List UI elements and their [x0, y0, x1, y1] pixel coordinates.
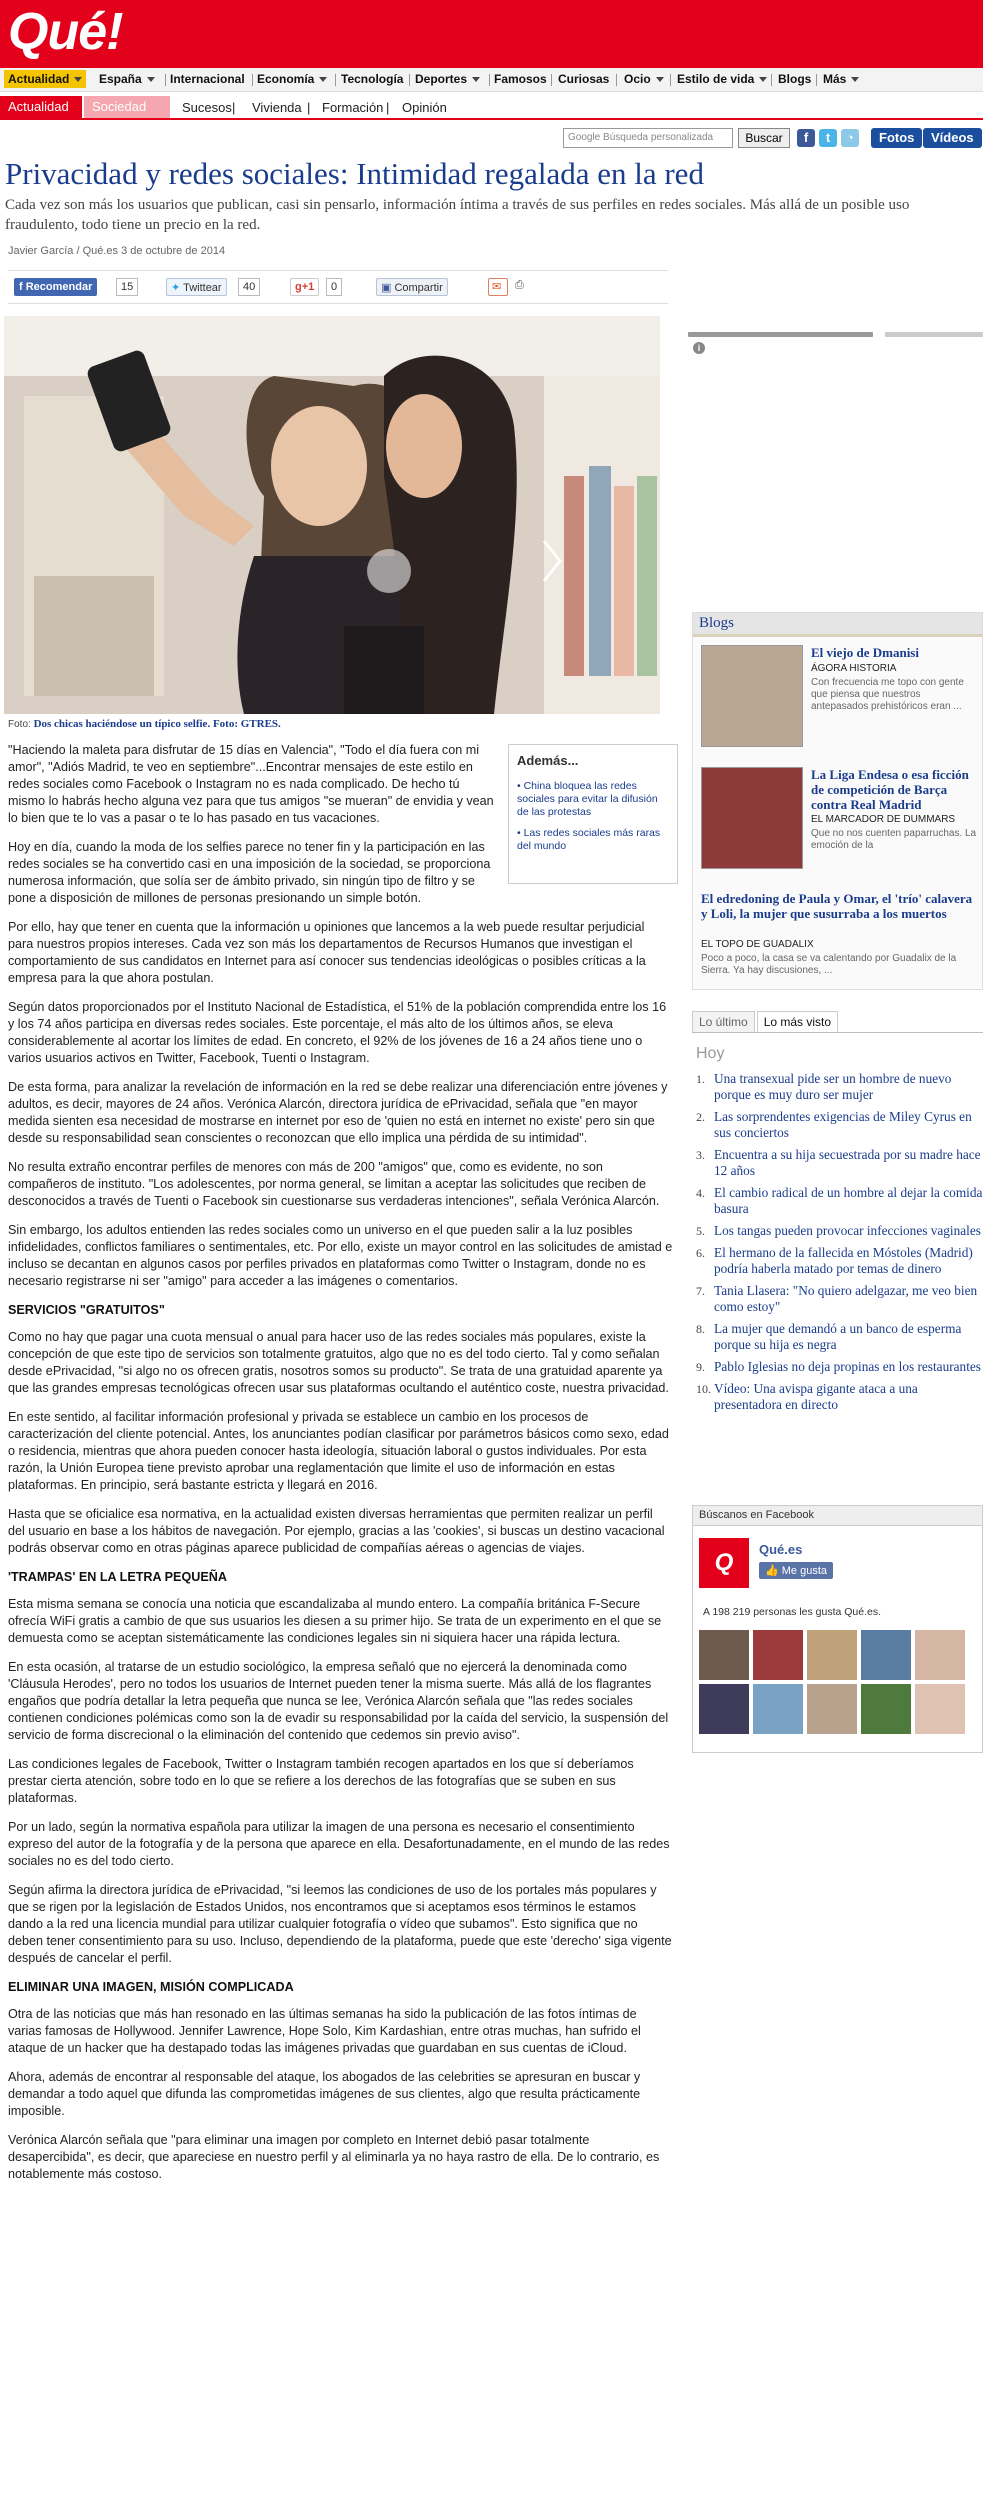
related-link[interactable]: • China bloquea las redes sociales para evitar la difusión de las protestas — [517, 780, 658, 818]
share-icon: ▣ — [381, 282, 395, 294]
que-page-logo[interactable]: Q — [699, 1538, 749, 1588]
rss-icon[interactable]: ◔ — [841, 129, 859, 147]
most-read-item[interactable]: 9. Pablo Iglesias no deja propinas en los restaurantes — [696, 1359, 981, 1374]
nav-internacional[interactable]: Internacional — [170, 72, 245, 86]
blog-desc: Con frecuencia me topo con gente que piensa que nuestros antepasados prehistóricos eran ... — [811, 677, 964, 712]
facebook-like-count: A 198 219 personas les gusta Qué.es. — [703, 1606, 882, 1618]
subnav-divider: | — [232, 100, 236, 115]
site-header — [0, 0, 983, 68]
recommend-count: 15 — [116, 278, 138, 296]
facebook-widget — [692, 1505, 983, 1753]
photo-caption — [8, 718, 281, 730]
nav-economia[interactable]: Economía — [257, 72, 327, 86]
blog-thumbnail — [701, 645, 803, 747]
subnav-opinion[interactable]: Opinión — [402, 100, 447, 115]
facebook-widget-title: Búscanos en Facebook — [693, 1506, 982, 1526]
most-read-item[interactable]: 7. Tania Llasera: "No quiero adelgazar, me veo bien como estoy" — [696, 1283, 978, 1314]
chevron-down-icon — [319, 77, 327, 82]
fan-avatar[interactable] — [915, 1630, 965, 1680]
article-photo — [4, 316, 660, 714]
paragraph: Sin embargo, los adultos entienden las redes sociales como un universo en el que pueden salir a la luz posibles infidelidades, conflictos familiares o sentimentales, etc. Por ello, existe un mayor control en las solicitudes de amistad e incluso se decantan en algunos casos por perfiles privados en plataformas como Twitter o Instagram, donde no es necesario registrarse ni ser "amigo" para acceder a las imágenes o comentarios. — [8, 1223, 673, 1288]
blog-thumbnail — [701, 767, 803, 869]
nav-estilo-de-vida[interactable]: Estilo de vida — [677, 72, 767, 86]
nav-mas[interactable]: Más — [823, 72, 859, 86]
nav-tecnologia[interactable]: Tecnología — [341, 72, 404, 86]
blog-title[interactable]: La Liga Endesa o esa ficción de competición de Barça contra Real Madrid — [811, 767, 969, 812]
tweet-count: 40 — [238, 278, 260, 296]
paragraph: Según afirma la directora jurídica de ePrivacidad, "si leemos las condiciones de uso de los portales más populares y que se rigen por la legislación de Estados Unidos, nos encontramos que si aceptamos esos términos le estamos dando a la red una licencia mundial para utilizar cualquier fotografía o vídeo que subamos". Esto significa que no deben tener consentimiento para su uso. Incluso, dependiendo de la plataforma, puede que este 'derecho' siga vigente después de cancelar el perfil. — [8, 1883, 672, 1965]
paragraph: En este sentido, al facilitar información profesional y privada se establece un cambio en los procesos de caracterización del cliente potencial. Antes, los anunciantes podían clasificar por parámetros básicos como sexo, edad o residencia, mientras que ahora pueden conocer hasta ideología, situación laboral o gustos individuales. Por esta razón, la Unión Europea tiene previsto aprobar una reglamentación que limite el uso de información en estas plataformas. En principio, será bastante estricta y llegará en 2016. — [8, 1410, 669, 1492]
facebook-page-name[interactable]: Qué.es — [759, 1542, 803, 1557]
related-title: Además... — [517, 753, 579, 768]
main-nav — [0, 68, 983, 92]
paragraph: "Haciendo la maleta para disfrutar de 15 días en Valencia", "Todo el día fuera con mi amor", "Adiós Madrid, te veo en septiembre"...Encontrar mensajes de este estilo en redes sociales como Facebook o Instagram no es nada complicado. De hecho tú mismo lo habrás hecho alguna vez para que tus amigos "se mueran" de envidia y vean lo bien que te lo vas a pasar o te lo has pasado en tus vacaciones. — [8, 743, 494, 825]
most-read-item[interactable]: 2. Las sorprendentes exigencias de Miley Cyrus en sus conciertos — [696, 1109, 972, 1140]
fan-avatar[interactable] — [699, 1684, 749, 1734]
article-byline: Javier García / Qué.es 3 de octubre de 2014 — [8, 245, 226, 257]
article-title: Privacidad y redes sociales: Intimidad regalada en la red — [5, 156, 704, 191]
blogs-title: Blogs — [693, 613, 982, 637]
chevron-down-icon — [759, 77, 767, 82]
section-heading: SERVICIOS "GRATUITOS" — [8, 1303, 165, 1317]
most-read-item[interactable]: 10. Vídeo: Una avispa gigante ataca a una presentadora en directo — [696, 1381, 918, 1412]
fan-avatar[interactable] — [807, 1630, 857, 1680]
tab-lo-ultimo[interactable]: Lo último — [692, 1011, 755, 1032]
paragraph: Hasta que se oficialice esa normativa, en la actualidad existen diversas herramientas que permiten realizar un perfil del usuario en base a los hábitos de navegación. Por ejemplo, gracias a las 'cookies', si buscas un destino vacacional podrás observar como en otras páginas aparece publicidad de compañías aéreas o agencias de viajes. — [8, 1507, 665, 1555]
subnav-divider: | — [386, 100, 390, 115]
paragraph: Ahora, además de encontrar al responsable del ataque, los abogados de las celebrities se apresuran en buscar y demandar a todo aquel que difunda las comprometidas imágenes de sus clientes, algo que resulta prácticamente imposible. — [8, 2070, 641, 2118]
selfie-photo-illustration — [4, 316, 660, 714]
paragraph: Por un lado, según la normativa española para utilizar la imagen de una persona es necesario el consentimiento expreso del autor de la fotografía y de la persona que aparece en ella. Desafortunadamente, en el mundo de las redes sociales no es del todo cierto. — [8, 1820, 670, 1868]
paragraph: De esta forma, para analizar la revelación de información en la red se debe realizar una diferenciación entre jóvenes y adultos, es decir, mayores de 24 años. Verónica Alarcón, directora jurídica de ePrivacidad, señala que "en mayor medida sienten esa necesidad de mostrarse en internet por eso de 'quien no está en internet no existe' pero sin que desde su responsabilidad sean conscientes o reconozcan que ello implica una pérdida de su intimidad". — [8, 1080, 668, 1145]
section-heading: 'TRAMPAS' EN LA LETRA PEQUEÑA — [8, 1570, 227, 1584]
tweet-button[interactable]: ✦ Twittear — [166, 278, 227, 296]
fan-avatar[interactable] — [861, 1630, 911, 1680]
info-icon[interactable]: i — [693, 342, 705, 354]
chevron-down-icon — [74, 77, 82, 82]
fan-avatar[interactable] — [753, 1684, 803, 1734]
article-subtitle: Cada vez son más los usuarios que publican, casi sin pensarlo, información íntima a través de sus perfiles en redes sociales. Más allá de un posible uso fraudulento, todo tiene un precio en la red. — [5, 197, 910, 233]
tab-lo-mas-visto[interactable]: Lo más visto — [757, 1011, 838, 1032]
paragraph: Esta misma semana se conocía una noticia que escandalizaba al mundo entero. La compañía británica F-Secure ofrecía WiFi gratis a cambio de que sus usuarios les diesen a su primer hijo. Se trata de un experimento en el que se demuesta como se aceptan sistemáticamente las condiciones legales sin ni siquiera hacer una rápida lectura. — [8, 1597, 662, 1645]
blog-item[interactable] — [701, 891, 981, 981]
caption-label: Foto: — [8, 719, 31, 730]
section-heading: ELIMINAR UNA IMAGEN, MISIÓN COMPLICADA — [8, 1980, 294, 1994]
facebook-icon[interactable]: f — [797, 129, 815, 147]
twitter-bird-icon: ✦ — [171, 282, 184, 294]
blogs-widget — [692, 612, 983, 990]
blog-title[interactable]: El edredoning de Paula y Omar, el 'trío' calavera y Loli, la mujer que susurraba a los muertos — [701, 891, 973, 921]
subnav-divider: | — [307, 100, 311, 115]
most-read-tabs — [692, 1011, 983, 1033]
nav-ocio[interactable]: Ocio — [624, 72, 664, 86]
blog-desc: Que no nos cuenten paparruchas. La emoción de la — [811, 828, 977, 851]
most-read-item[interactable]: 5. Los tangas pueden provocar infecciones vaginales — [696, 1223, 981, 1238]
most-read-item[interactable]: 3. Encuentra a su hija secuestrada por su madre hace 12 años — [696, 1147, 981, 1178]
paragraph: Como no hay que pagar una cuota mensual o anual para hacer uso de las redes sociales más populares, existe la concepción de que este tipo de servicios son totalmente gratuitos, algo que no es del todo cierto. Tal y como señalan desde ePrivacidad, "si algo no os ofrecen gratis, nosotros somos su producto". Se trata de una gratuidad aparente ya que las grandes empresas tecnológicas ofrecen usar sus plataformas ocultando el auténtico coste, nuestra privacidad. — [8, 1330, 669, 1395]
fan-avatar[interactable] — [753, 1630, 803, 1680]
paragraph: Verónica Alarcón señala que "para eliminar una imagen por completo en Internet debió pasar totalmente desapercibida", es decir, que apareciese en nuestro perfil y al eliminarla ya no haya rastro de ella. De lo contrario, es notablemente más costoso. — [8, 2133, 660, 2181]
nav-curiosas[interactable]: Curiosas — [558, 72, 610, 86]
chevron-down-icon — [851, 77, 859, 82]
twitter-icon[interactable]: t — [819, 129, 837, 147]
sub-nav — [0, 96, 983, 120]
facebook-icon: f — [19, 281, 26, 293]
most-read-item[interactable]: 8. La mujer que demandó a un banco de esperma porque su hija es negra — [696, 1321, 962, 1352]
ad-slider-bar[interactable] — [688, 332, 873, 337]
paragraph: Según datos proporcionados por el Instituto Nacional de Estadística, el 51% de la población comprendida entre los 16 y los 74 años participa en diversas redes sociales. Este porcentaje, el más alto de los últimos años, se eleva considerablemente al acortar los límites de edad. En concreto, el 92% de los jóvenes de 16 a 24 años tiene uno o varios usuarios activos en Twitter, Facebook, Tuenti o Instagram. — [8, 1000, 667, 1065]
fotos-button[interactable]: Fotos — [871, 128, 922, 148]
google-label: Google — [568, 132, 601, 143]
search-bar — [563, 126, 983, 150]
chevron-down-icon — [147, 77, 155, 82]
email-icon[interactable]: ✉ — [488, 278, 508, 296]
blog-desc: Poco a poco, la casa se va calentando por Guadalix de la Sierra. Ya hay discusiones, ... — [701, 953, 957, 976]
nav-espana[interactable]: España — [99, 72, 155, 86]
article-body — [8, 742, 673, 2195]
gplus-button[interactable]: g+1 — [290, 278, 319, 296]
paragraph: No resulta extraño encontrar perfiles de menores con más de 200 "amigos" que, como es evidente, no son compañeros de instituto. "Los adolescentes, por norma general, se limitan a aceptar las solicitudes que reciben de desconocidos a través de Tuenti o Facebook sin cuestionarse sus verdaderas intenciones", señala Verónica Alarcón. — [8, 1160, 660, 1208]
fan-avatar[interactable] — [861, 1684, 911, 1734]
nav-deportes[interactable]: Deportes — [415, 72, 480, 86]
site-logo[interactable]: Qué! — [8, 3, 123, 61]
paragraph: Hoy en día, cuando la moda de los selfies parece no tener fin y la participación en las redes sociales se ha convertido casi en una imposición de la sociedad, se proporciona numerosa información, que solía ser de ámbito privado, sin ningún tipo de filtro y se pone a disposición de millones de personas presionando un simple botón. — [8, 840, 491, 905]
fan-avatar[interactable] — [807, 1684, 857, 1734]
ad-slider-bar[interactable] — [885, 332, 983, 337]
paragraph: En esta ocasión, al tratarse de un estudio sociológico, la empresa señaló que no ejercerá la denominada como 'Cláusula Herodes', pero no todos los usuarios de Internet pueden tener la misma suerte. Más allá de los flagrantes engaños que podría detallar la letra pequeña que nunca se lee, Verónica Alarcón señala que "las redes sociales contienen condiciones polémicas como son la de evadir su responsabilidad por la caída del servicio, la suspensión del servicio de forma discrecional o la eliminación del contenido que cedemos sin previo aviso". — [8, 1660, 669, 1742]
blog-source: ÁGORA HISTORIA — [811, 663, 897, 674]
fan-avatar[interactable] — [699, 1630, 749, 1680]
search-button[interactable]: Buscar — [738, 128, 790, 148]
fan-avatar[interactable] — [915, 1684, 965, 1734]
blog-source: EL TOPO DE GUADALIX — [701, 939, 814, 950]
caption-text: Dos chicas haciéndose un típico selfie. Foto: GTRES. — [33, 718, 281, 730]
blog-title[interactable]: El viejo de Dmanisi — [811, 645, 919, 660]
subnav-sucesos[interactable]: Sucesos — [182, 100, 232, 115]
nav-blogs[interactable]: Blogs — [778, 72, 812, 86]
print-icon[interactable]: ⎙ — [515, 279, 524, 291]
most-read-widget — [692, 1011, 983, 1481]
share-button[interactable]: ▣ Compartir — [376, 278, 448, 296]
fans-grid — [699, 1630, 979, 1738]
chevron-down-icon — [472, 77, 480, 82]
subnav-formacion[interactable]: Formación — [322, 100, 384, 115]
subnav-actualidad[interactable]: Actualidad — [0, 96, 82, 118]
subnav-vivienda[interactable]: Vivienda — [252, 100, 302, 115]
paragraph: Otra de las noticias que más han resonado en las últimas semanas ha sido la publicación de las fotos íntimas de varias famosas de Hollywood. Jennifer Lawrence, Hope Solo, Kim Kardashian, entre otras muchas, han sufrido el ataque de un hacker que ha destapado todas las imágenes privadas que guardaban en sus cuentas de iCloud. — [8, 2007, 641, 2055]
subnav-sociedad[interactable]: Sociedad — [84, 96, 170, 118]
blog-item[interactable] — [701, 767, 981, 877]
chevron-down-icon — [656, 77, 664, 82]
paragraph: Las condiciones legales de Facebook, Twitter o Instagram también recogen apartados en los que sí deberíamos prestar cierta atención, sobre todo en lo que se refiere a los derechos de las fotografías que se suben en sus plataformas. — [8, 1757, 634, 1805]
share-bar — [8, 270, 668, 304]
paragraph: Por ello, hay que tener en cuenta que la información u opiniones que lancemos a la web puede resultar perjudicial para nuestros propios intereses. Cada vez son más los departamentos de Recursos Humanos que investigan el comportamiento de sus candidatos en Internet para así conocer sus tendencias ideológicas o posibles críticas a la empresa para la que ahora postulan. — [8, 920, 646, 985]
videos-button[interactable]: Vídeos — [923, 128, 982, 148]
nav-actualidad[interactable]: Actualidad — [4, 70, 86, 88]
most-read-item[interactable]: 1. Una transexual pide ser un hombre de nuevo porque es muy duro ser mujer — [696, 1071, 952, 1102]
most-read-period: Hoy — [696, 1045, 725, 1062]
blog-source: EL MARCADOR DE DUMMARS — [811, 814, 956, 825]
nav-famosos[interactable]: Famosos — [494, 72, 547, 86]
search-input[interactable] — [563, 128, 733, 148]
related-link[interactable]: • Las redes sociales más raras del mundo — [517, 827, 661, 852]
most-read-item[interactable]: 6. El hermano de la fallecida en Móstoles (Madrid) podría haberla matado por temas de dinero — [696, 1245, 973, 1276]
most-read-item[interactable]: 4. El cambio radical de un hombre al dejar la comida basura — [696, 1185, 983, 1216]
facebook-like-button[interactable]: 👍 Me gusta — [759, 1562, 833, 1579]
blog-item[interactable] — [701, 645, 981, 755]
search-placeholder: Búsqueda personalizada — [603, 132, 714, 143]
facebook-recommend-button[interactable]: f Recomendar — [14, 278, 97, 296]
gplus-count: 0 — [326, 278, 342, 296]
